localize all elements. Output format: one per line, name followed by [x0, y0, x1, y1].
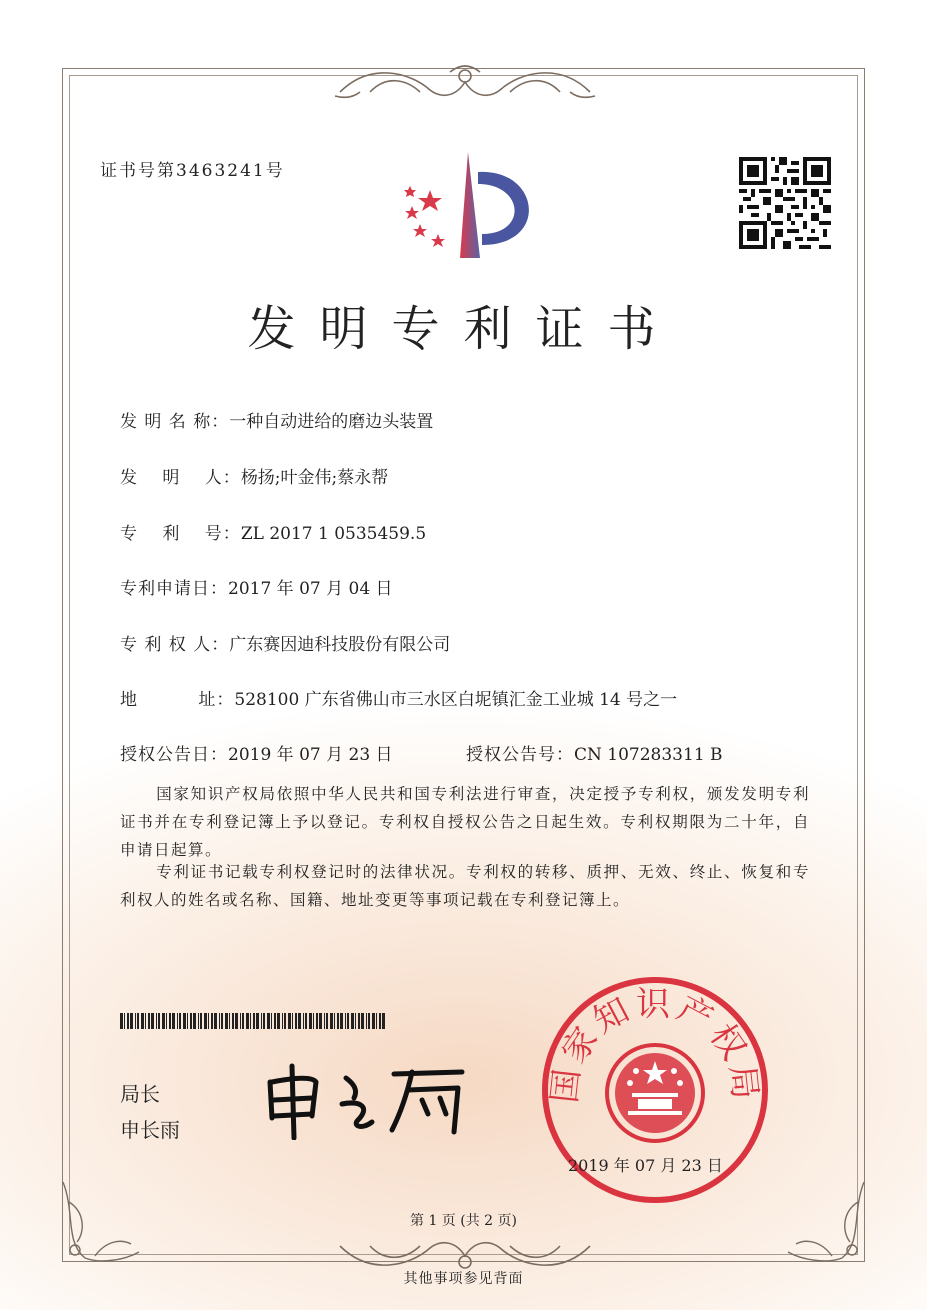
signature-image — [262, 1060, 472, 1140]
field-patent-number: 专 利 号：ZL 2017 1 0535459.5 — [120, 524, 427, 544]
seal-date: 2019 年 07 月 23 日 — [568, 1156, 723, 1175]
field-grant-date: 授权公告日：2019 年 07 月 23 日 — [120, 745, 393, 765]
field-application-date: 专利申请日：2017 年 07 月 04 日 — [120, 579, 393, 599]
signer-title: 局长 — [120, 1082, 160, 1106]
paragraph-legal-status: 专利证书记载专利权登记时的法律状况。专利权的转移、质押、无效、终止、恢复和专利权人的姓名或名称、国籍、地址变更等事项记载在专利登记簿上。 — [120, 863, 810, 909]
page-title: 发明专利证书 — [247, 301, 680, 357]
seal-text: 国家知识产权局 — [544, 984, 766, 1106]
field-invention-name: 发 明 名 称：一种自动进给的磨边头装置 — [120, 412, 434, 432]
qr-code-icon — [739, 157, 831, 249]
field-announcement-number: 授权公告号：CN 107283311 B — [466, 745, 723, 765]
field-patentee: 专 利 权 人：广东赛因迪科技股份有限公司 — [120, 635, 451, 655]
signer-name: 申长雨 — [120, 1118, 180, 1142]
patent-logo-icon — [390, 150, 540, 260]
paragraph-grant-statement: 国家知识产权局依照中华人民共和国专利法进行审查，决定授予专利权，颁发发明专利证书并在专利登记簿上予以登记。专利权自授权公告之日起生效。专利权期限为二十年，自申请日起算。 — [120, 785, 810, 859]
certificate-number: 证书号第3463241号 — [100, 161, 285, 181]
national-emblem-icon — [607, 1045, 703, 1141]
field-inventors: 发 明 人：杨扬;叶金伟;蔡永帮 — [120, 468, 389, 488]
back-note: 其他事项参见背面 — [403, 1271, 524, 1287]
field-address: 地 址：528100 广东省佛山市三水区白坭镇汇金工业城 14 号之一 — [120, 690, 678, 710]
barcode-icon — [120, 1013, 388, 1029]
top-ornament-icon — [330, 62, 600, 106]
page-number: 第 1 页 (共 2 页) — [410, 1213, 517, 1229]
